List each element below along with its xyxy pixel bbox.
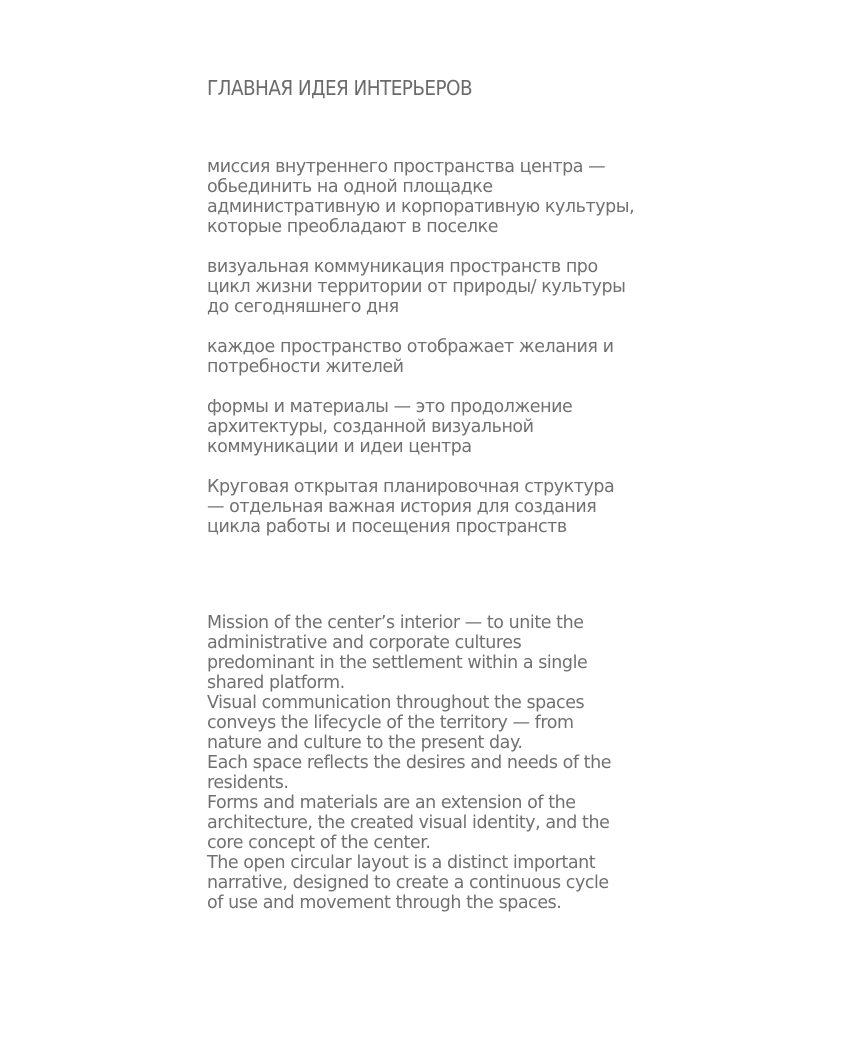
en-paragraph-mission: Mission of the center’s interior — to unite the administrative and corporate cultures predominant in the settlement within a single shared platform. bbox=[207, 612, 588, 693]
ru-paragraph-visual-communication: визуальная коммуникация пространств про цикл жизни территории от природы/ культуры до сегодняшнего дня bbox=[207, 256, 626, 317]
en-paragraph-visual-communication: Visual communication throughout the spaces conveys the lifecycle of the territory — from nature and culture to the present day. bbox=[207, 692, 585, 753]
russian-text-block bbox=[207, 157, 677, 557]
page-title: ГЛАВНАЯ ИДЕЯ ИНТЕРЬЕРОВ bbox=[207, 76, 473, 100]
en-paragraph-circular-layout: The open circular layout is a distinct important narrative, designed to create a continuous cycle of use and movement through the spaces. bbox=[207, 852, 609, 913]
english-text-block bbox=[207, 613, 677, 913]
ru-paragraph-forms-materials: формы и материалы — это продолжение архитектуры, созданной визуальной коммуникации и идеи центра bbox=[207, 396, 573, 457]
ru-paragraph-circular-layout: Круговая открытая планировочная структура — отдельная важная история для создания цикла работы и посещения пространств bbox=[207, 476, 615, 537]
en-paragraph-forms-materials: Forms and materials are an extension of the architecture, the created visual identity, and the core concept of the center. bbox=[207, 792, 610, 853]
ru-paragraph-spaces: каждое пространство отображает желания и потребности жителей bbox=[207, 336, 614, 377]
en-paragraph-spaces: Each space reflects the desires and needs of the residents. bbox=[207, 752, 612, 793]
ru-paragraph-mission: миссия внутреннего пространства центра — обьединить на одной площадке административную и корпоративную культуры, которые преобладают в поселке bbox=[207, 156, 635, 237]
